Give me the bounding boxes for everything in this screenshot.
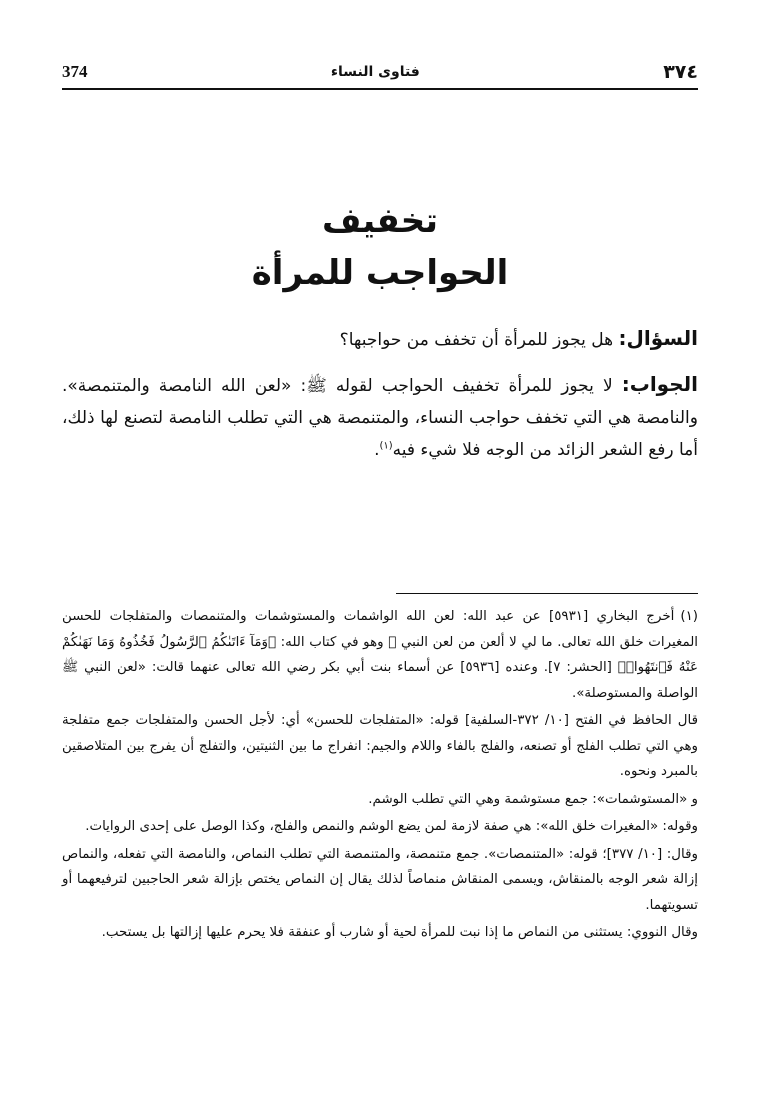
title-line-2: الحواجب للمرأة (251, 253, 509, 293)
title-line-1: تخفيف (321, 201, 439, 241)
question-text: هل يجوز للمرأة أن تخفف من حواجبها؟ (339, 330, 614, 350)
question-paragraph (62, 322, 698, 356)
footnote-paragraph: قال الحافظ في الفتح [١٠/ ٣٧٢-السلفية] قوله: «المتفلجات للحسن» أي: لأجل الحسن والمتفلجات جمع متفلجة وهي التي تطلب الفلج أو تصنعه، والفلج بالفاء واللام والجيم: انفراج ما بين الثنيتين، والتفلج أن يفرج بين المتلاصقين بالمبرد ونحوه. (62, 713, 698, 779)
footnotes (62, 604, 698, 948)
answer-paragraph (62, 368, 698, 466)
footnote-paragraph (62, 604, 698, 706)
page-header (62, 58, 698, 86)
answer-text: لا يجوز للمرأة تخفيف الحواجب لقوله ﷺ: «لعن الله النامصة والمتنمصة». والنامصة هي التي تخفف حواجب النساء، والمتنمصة هي التي تطلب النامصة لتصنع لها ذلك، أما رفع الشعر الزائد من الوجه فلا شيء فيه (62, 376, 698, 460)
question-label: السؤال: (618, 326, 698, 350)
header-divider (62, 88, 698, 90)
answer-label: الجواب: (621, 372, 699, 396)
page-number-latin: 374 (62, 62, 88, 81)
fatwa-title (62, 196, 698, 300)
footnote-marker: (١) (680, 609, 699, 624)
answer-end: . (374, 440, 380, 460)
page-number-arabic: ٣٧٤ (663, 61, 698, 83)
footnote-divider (396, 593, 698, 594)
footnote-reference: (١) (379, 440, 393, 452)
footnote-paragraph: و «المستوشمات»: جمع مستوشمة وهي التي تطلب الوشم. (368, 791, 698, 807)
footnote-paragraph: وقال النووي: يستثنى من النماص ما إذا نبت للمرأة لحية أو شارب أو عنفقة فلا يحرم عليها إزالتها بل يستحب. (101, 925, 698, 940)
footnote-text: أخرج البخاري [٥٩٣١] عن عبد الله: لعن الله الواشمات والمستوشمات والمتنمصات والمتفلجات للحسن المغيرات خلق الله تعالى. ما لي لا ألعن من لعن النبي ﷺ وهو في كتاب الله: ﴿وَمَآ ءَاتَىٰكُمُ ٱلرَّسُولُ فَخُذُوهُ وَمَا نَهَىٰكُمْ عَنْهُ فَٱنتَهُوا۟﴾ [الحشر: ٧]. وعنده [٥٩٣٦] عن أسماء بنت أبي بكر رضي الله تعالى عنهما قالت: «لعن النبي ﷺ الواصلة والمستوصلة». (62, 609, 698, 701)
footnote-paragraph: وقوله: «المغيرات خلق الله»: هي صفة لازمة لمن يضع الوشم والنمص والفلج، وكذا الوصل على إحدى الروايات. (85, 819, 698, 834)
running-title: فتاوى النساء (330, 64, 420, 80)
footnote-paragraph: وقال: [١٠/ ٣٧٧]؛ قوله: «المتنمصات». جمع متنمصة، والمتنمصة التي تطلب النماص، والنامصة التي تفعله، والنماص إزالة شعر الوجه بالمنقاش، ويسمى المنقاش منماصاً لذلك يقال إن النماص يختص بإزالة شعر الحاجبين لترفيعهما أو تسويتهما. (62, 846, 698, 913)
